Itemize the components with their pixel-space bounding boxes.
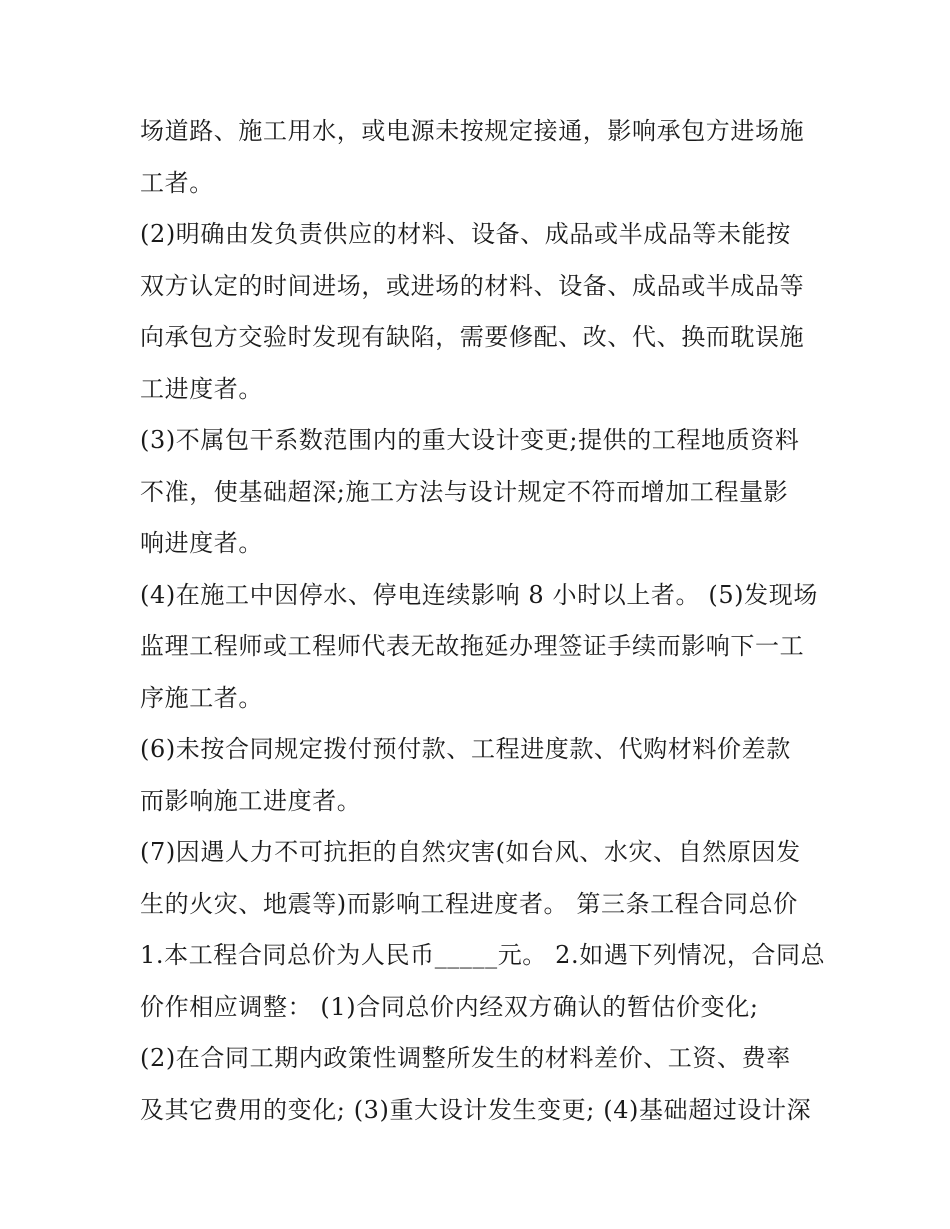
text-line: 序施工者。 [140,683,263,712]
text-line: 生的火灾、地震等)而影响工程进度者。 第三条工程合同总价 [140,889,798,918]
text-line: 双方认定的时间进场，或进场的材料、设备、成品或半成品等 [140,271,805,300]
text-line: 响进度者。 [140,529,263,557]
document-body [140,106,826,1136]
text-line: 工者。 [140,168,214,197]
text-line: (2)在合同工期内政策性调整所发生的材料差价、工资、费率 [140,1044,791,1072]
text-line: (7)因遇人力不可抗拒的自然灾害(如台风、水灾、自然原因发 [140,838,801,866]
text-line: 1.本工程合同总价为人民币_____元。 2.如遇下列情况，合同总 [140,941,826,969]
text-line: (3)不属包干系数范围内的重大设计变更;提供的工程地质资料 [140,426,800,454]
text-line: (6)未按合同规定拨付预付款、工程进度款、代购材料价差款 [140,735,791,763]
text-line: 及其它费用的变化; (3)重大设计发生变更; (4)基础超过设计深 [140,1095,812,1124]
text-line: (2)明确由发负责供应的材料、设备、成品或半成品等未能按 [140,220,791,248]
text-line: 价作相应调整： (1)合同总价内经双方确认的暂估价变化; [140,992,759,1021]
text-line: (4)在施工中因停水、停电连续影响 8 小时以上者。 (5)发现场 [140,580,818,609]
text-line: 监理工程师或工程师代表无故拖延办理签证手续而影响下一工 [140,632,805,660]
text-line: 向承包方交验时发现有缺陷，需要修配、改、代、换而耽误施 [140,323,805,351]
text-line: 场道路、施工用水，或电源未按规定接通，影响承包方进场施 [140,117,805,145]
text-line: 而影响施工进度者。 [140,786,362,815]
text-line: 不准，使基础超深;施工方法与设计规定不符而增加工程量影 [140,477,789,506]
text-line: 工进度者。 [140,374,263,403]
